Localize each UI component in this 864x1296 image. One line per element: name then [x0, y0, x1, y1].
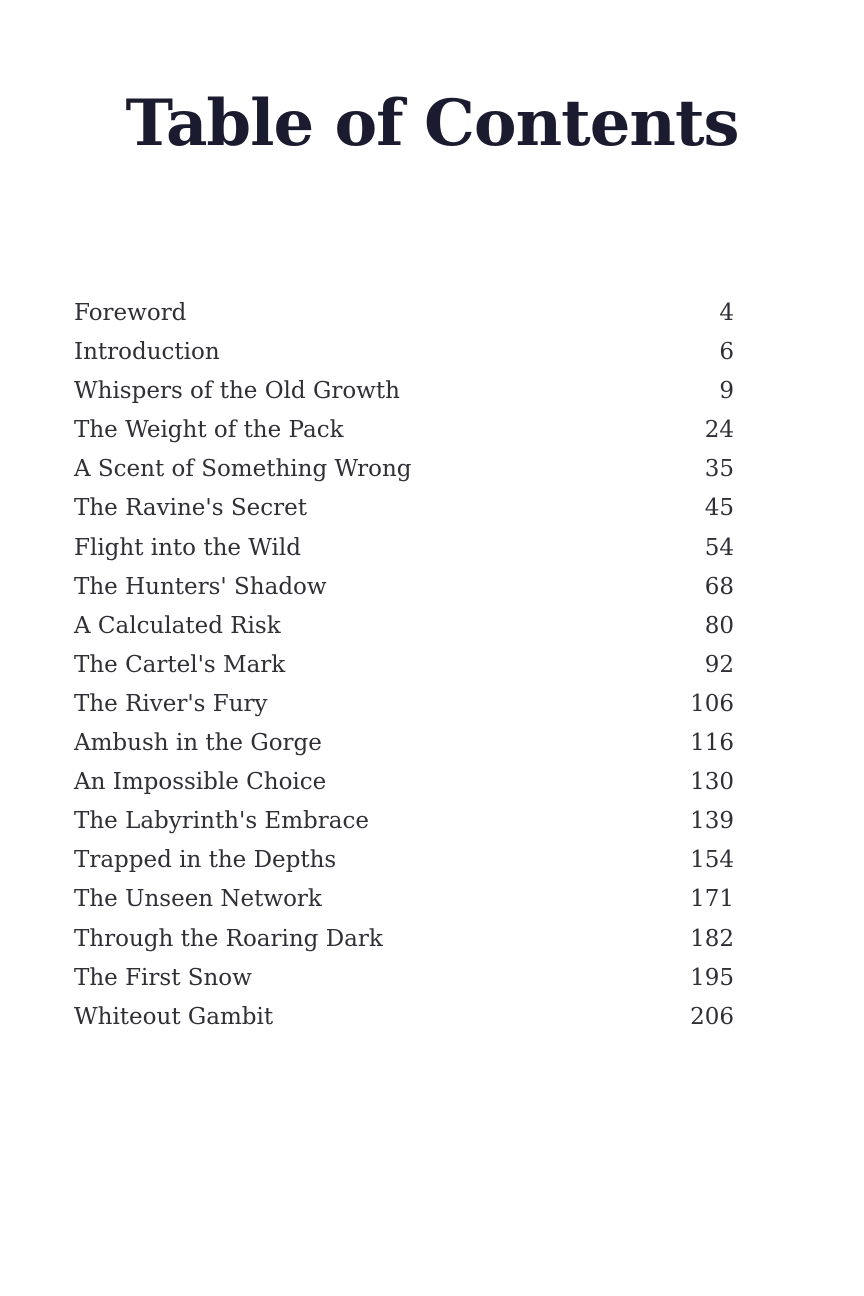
toc-entry [74, 529, 734, 568]
toc-entry-page-number: 130 [690, 769, 734, 796]
toc-entry [74, 568, 734, 607]
toc-entry-title: Foreword [74, 300, 187, 326]
toc-entry [74, 841, 734, 880]
toc-entry-title: A Scent of Something Wrong [74, 456, 412, 483]
toc-entry [74, 920, 734, 959]
toc-entry-page-number: 92 [704, 651, 734, 678]
toc-entry-title: Whispers of the Old Growth [74, 378, 400, 405]
toc-entry [74, 880, 734, 919]
toc-entry-title: The Labyrinth's Embrace [74, 808, 369, 835]
toc-entry [74, 333, 734, 372]
toc-entry-page-number: 106 [690, 690, 734, 717]
toc-entry [74, 763, 734, 802]
toc-entry-page-number: 68 [704, 573, 734, 600]
toc-entry-title: A Calculated Risk [74, 612, 281, 639]
toc-entry-page-number: 24 [704, 417, 734, 444]
toc-entry-page-number: 45 [704, 495, 734, 522]
toc-entry-title: Ambush in the Gorge [74, 730, 322, 757]
toc-entry-page-number: 80 [704, 612, 734, 639]
toc-entry [74, 489, 734, 528]
page-title: Table of Contents [125, 86, 739, 161]
toc-entry [74, 724, 734, 763]
toc-entry [74, 998, 734, 1037]
toc-entry-page-number: 4 [719, 300, 734, 326]
toc-entry-title: Introduction [74, 339, 220, 366]
toc-entry-title: The First Snow [74, 964, 252, 991]
toc-entry-page-number: 35 [704, 456, 734, 483]
toc-entry-page-number: 195 [690, 964, 734, 991]
toc-entry-title: The Weight of the Pack [74, 417, 344, 444]
toc-entry [74, 646, 734, 685]
toc-entry-title: Trapped in the Depths [74, 847, 337, 874]
toc-entry-title: An Impossible Choice [74, 769, 327, 796]
toc-entry-page-number: 154 [690, 847, 734, 874]
toc-entry [74, 294, 734, 333]
toc-entry [74, 372, 734, 411]
toc-entry-title: Through the Roaring Dark [74, 925, 383, 952]
toc-entry-page-number: 182 [690, 925, 734, 952]
toc-entry [74, 685, 734, 724]
toc-entry-page-number: 6 [719, 339, 734, 366]
toc-entry [74, 607, 734, 646]
toc-entry [74, 802, 734, 841]
toc-entry-title: Whiteout Gambit [74, 1003, 274, 1030]
toc-entry [74, 959, 734, 998]
toc-entry-page-number: 206 [690, 1003, 734, 1030]
toc-entry-page-number: 9 [719, 378, 734, 405]
toc-list [74, 294, 734, 1037]
toc-entry-page-number: 139 [690, 808, 734, 835]
toc-entry-page-number: 54 [704, 534, 734, 561]
toc-entry-page-number: 116 [690, 730, 734, 757]
toc-entry [74, 411, 734, 450]
toc-entry-title: Flight into the Wild [74, 534, 301, 561]
toc-entry-title: The Hunters' Shadow [74, 573, 327, 600]
toc-entry [74, 450, 734, 489]
toc-entry-title: The Cartel's Mark [74, 651, 286, 678]
toc-entry-title: The Unseen Network [74, 886, 322, 913]
toc-entry-page-number: 171 [690, 886, 734, 913]
toc-entry-title: The River's Fury [74, 690, 268, 717]
toc-entry-title: The Ravine's Secret [74, 495, 307, 522]
